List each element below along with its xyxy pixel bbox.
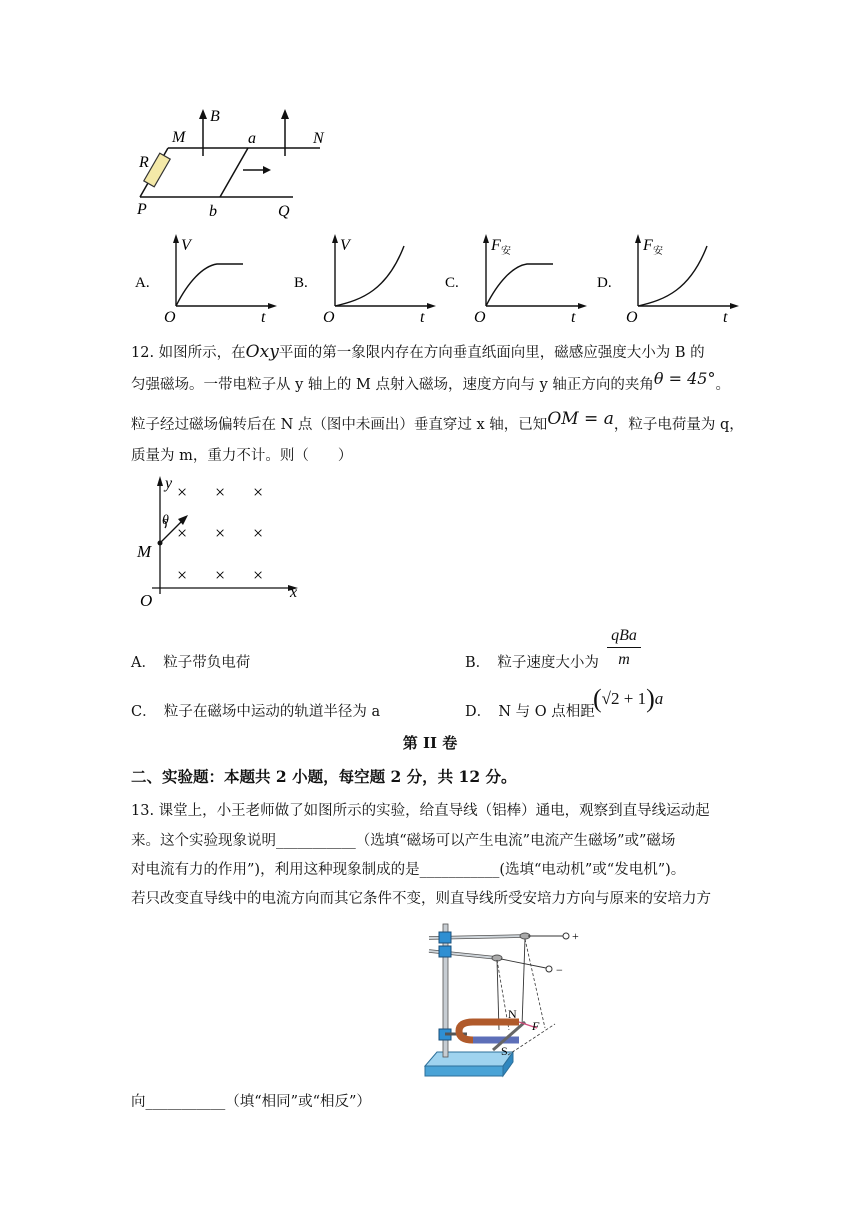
axis-y-label: y xyxy=(165,475,173,492)
theta-expression: θ = 45° xyxy=(653,369,716,388)
option-B: B． 粒子速度大小为 xyxy=(465,655,599,671)
origin-label: O xyxy=(164,309,176,325)
label-B: B xyxy=(210,108,220,125)
force-F-label: F xyxy=(532,1019,540,1033)
q13-line3: 对电流有力的作用”)，利用这种现象制成的是___________(选填“电动机”或“发电机”)。 xyxy=(131,862,686,878)
q12-line4: 质量为 m，重力不计。则（ ） xyxy=(131,448,353,464)
y-axis-arrow xyxy=(173,234,179,243)
y-axis-subscript: 安 xyxy=(653,246,663,257)
axis-x-label: x xyxy=(290,584,298,601)
x-axis-arrow xyxy=(427,303,436,309)
q13-line1: 13. 课堂上，小王老师做了如图所示的实验，给直导线（铝棒）通电，观察到直导线运动起 xyxy=(131,803,710,819)
field-cross: × xyxy=(215,523,226,543)
x-axis-arrow xyxy=(268,303,277,309)
rail-circuit-diagram xyxy=(130,100,350,225)
field-cross: × xyxy=(177,565,188,585)
label-Q: Q xyxy=(278,203,290,220)
x-axis-arrow xyxy=(730,303,739,309)
field-cross: × xyxy=(177,482,188,502)
label-R: R xyxy=(139,154,149,171)
y-axis-arrow xyxy=(332,234,338,243)
origin-label: O xyxy=(323,309,335,325)
field-cross: × xyxy=(253,482,264,502)
pole-N-label: N xyxy=(508,1007,517,1021)
y-axis-arrow xyxy=(635,234,641,243)
curve-line xyxy=(486,264,553,306)
q13-last-line: 向___________（填“相同”或“相反”） xyxy=(131,1094,371,1110)
x-axis-label: t xyxy=(723,309,728,325)
q12-line3: 粒子经过磁场偏转后在 N 点（图中未画出）垂直穿过 x 轴，已知OM = a，粒子电荷量为 q， xyxy=(131,409,744,433)
label-M: M xyxy=(172,129,186,146)
q12-line1: 12. 如图所示，在Oxy平面的第一象限内存在方向垂直纸面向里，磁感应强度大小为 B 的 xyxy=(131,342,705,362)
terminal-minus: − xyxy=(556,963,563,977)
speed-fraction: qBa m xyxy=(607,626,641,669)
y-axis-arrow xyxy=(483,234,489,243)
x-axis-label: t xyxy=(571,309,576,325)
origin-O-label: O xyxy=(140,591,153,610)
y-axis-subscript: 安 xyxy=(501,246,511,257)
q13-line4: 若只改变直导线中的电流方向而其它条件不变，则直导线所受安培力方向与原来的安培力方 xyxy=(131,891,711,907)
option-D: D． N 与 O 点相距 xyxy=(465,704,595,720)
label-a: a xyxy=(248,130,256,147)
oxy-symbol: Oxy xyxy=(245,342,279,362)
field-cross: × xyxy=(215,482,226,502)
magnetic-field-diagram xyxy=(132,470,312,615)
terminal-plus: + xyxy=(572,929,579,943)
option-A: A． 粒子带负电荷 xyxy=(131,655,251,671)
label-N: N xyxy=(313,130,324,147)
origin-label: O xyxy=(626,309,638,325)
option-letter: D. xyxy=(597,275,612,291)
om-expression: OM = a xyxy=(547,409,614,429)
q12-line2: 匀强磁场。一带电粒子从 y 轴上的 M 点射入磁场，速度方向与 y 轴正方向的夹角θ = 45°。 xyxy=(131,369,730,393)
origin-label: O xyxy=(474,309,486,325)
option-letter: B. xyxy=(294,275,308,291)
field-cross: × xyxy=(253,565,264,585)
pole-S-label: S xyxy=(501,1044,508,1058)
option-C: C． 粒子在磁场中运动的轨道半径为 a xyxy=(131,704,381,720)
label-P: P xyxy=(137,201,147,218)
option-graph-c xyxy=(443,230,593,325)
volume-title: 第 II 卷 xyxy=(402,734,458,752)
label-b: b xyxy=(209,203,217,220)
distance-expression: (√2 + 1)a xyxy=(593,684,664,713)
x-axis-arrow xyxy=(578,303,587,309)
option-letter: C. xyxy=(445,275,459,291)
y-axis-label: V xyxy=(181,237,191,254)
y-axis-label: F xyxy=(643,237,653,254)
field-cross: × xyxy=(253,523,264,543)
option-graph-b xyxy=(292,230,442,325)
x-axis-label: t xyxy=(420,309,425,325)
option-graph-a xyxy=(133,230,283,325)
y-axis-label: F xyxy=(491,237,501,254)
field-cross: × xyxy=(215,565,226,585)
theta-label: θ xyxy=(162,513,169,528)
curve-line xyxy=(176,264,243,306)
option-graph-d xyxy=(595,230,745,325)
point-M-label: M xyxy=(137,542,152,561)
section-heading: 二、实验题：本题共 2 小题，每空题 2 分，共 12 分。 xyxy=(131,767,517,786)
y-axis-label: V xyxy=(340,237,350,254)
apparatus-illustration xyxy=(415,918,600,1088)
q13-line2: 来。这个实验现象说明___________（选填“磁场可以产生电流”电流产生磁场”或”磁场 xyxy=(131,833,676,849)
option-letter: A. xyxy=(135,275,150,291)
field-cross: × xyxy=(177,523,188,543)
x-axis-label: t xyxy=(261,309,266,325)
curve-line xyxy=(638,246,707,306)
curve-line xyxy=(335,246,404,306)
